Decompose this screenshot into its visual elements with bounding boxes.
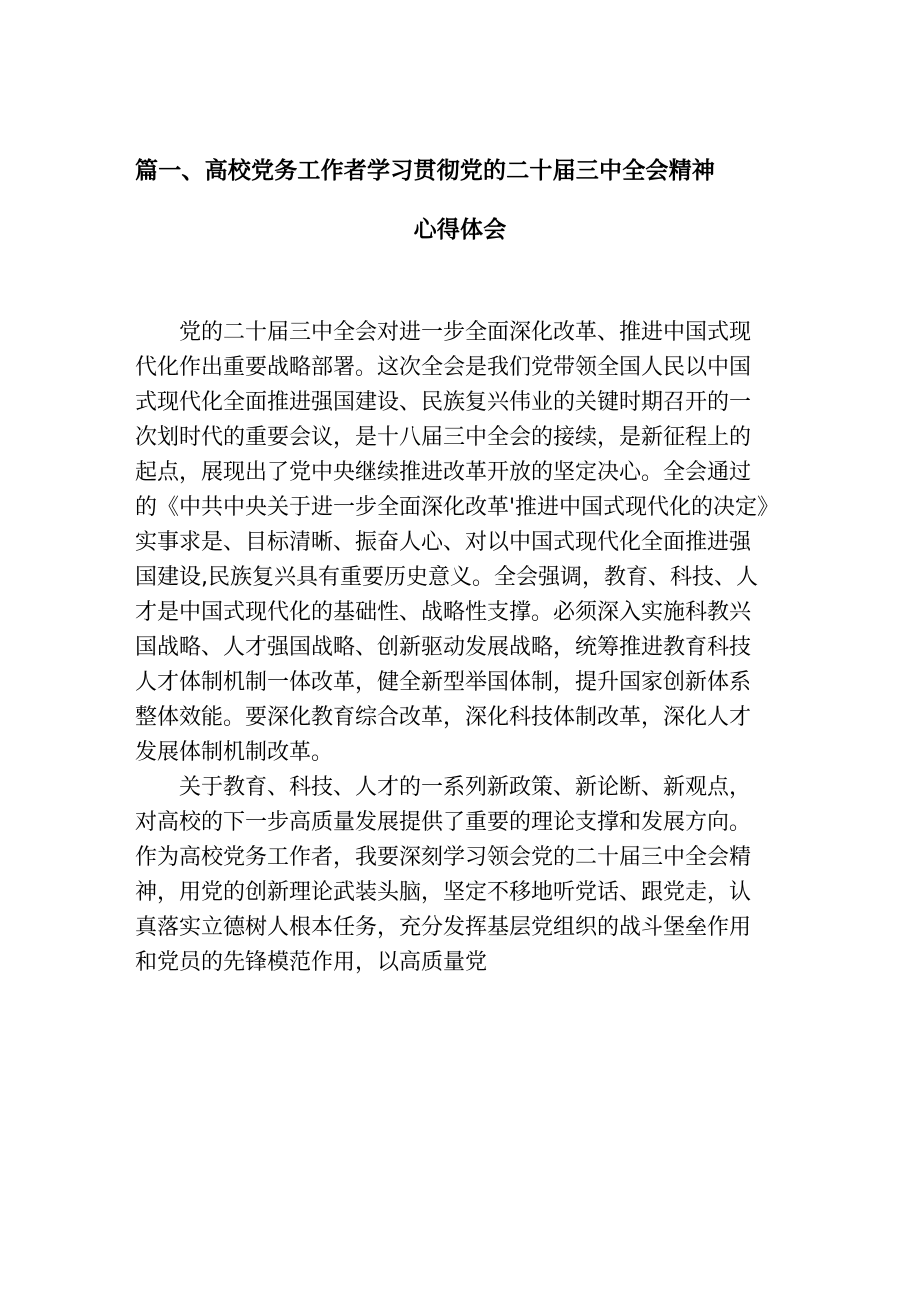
paragraph-2-line: 关于教育、科技、人才的一系列新政策、新论断、新观点，	[179, 775, 752, 800]
paragraph-1-line: 整体效能。要深化教育综合改革，深化科技体制改革，深化人才	[135, 705, 752, 730]
paragraph-1-line: 的《中共中央关于进一步全面深化改革'推进中国式现代化的决定》	[135, 495, 780, 520]
paragraph-2-line: 神，用党的创新理论武装头脑，坚定不移地听党话、跟党走，认	[135, 880, 752, 905]
paragraph-1-line: 发展体制机制改革。	[135, 740, 334, 765]
document-title-line-1: 篇一、高校党务工作者学习贯彻党的二十届三中全会精神	[135, 158, 715, 184]
paragraph-2-line: 和党员的先锋模范作用，以高质量党	[135, 950, 488, 975]
paragraph-1-line: 才是中国式现代化的基础性、战略性支撑。必须深入实施科教兴	[135, 600, 752, 625]
paragraph-1-line: 次划时代的重要会议，是十八届三中全会的接续，是新征程上的	[135, 425, 752, 450]
paragraph-1-line: 起点，展现出了党中央继续推进改革开放的坚定决心。全会通过	[135, 460, 752, 485]
document-body	[135, 315, 785, 980]
document-title-line-2: 心得体会	[413, 217, 507, 243]
paragraph-2-line: 对高校的下一步高质量发展提供了重要的理论支撑和发展方向。	[135, 810, 752, 835]
paragraph-1-line: 国建设,民族复兴具有重要历史意义。全会强调，教育、科技、人	[135, 565, 758, 590]
paragraph-1-line: 实事求是、目标清晰、振奋人心、对以中国式现代化全面推进强	[135, 530, 752, 555]
paragraph-1-line: 式现代化全面推进强国建设、民族复兴伟业的关键时期召开的一	[135, 390, 752, 415]
paragraph-2-line: 作为高校党务工作者，我要深刻学习领会党的二十届三中全会精	[135, 845, 752, 870]
paragraph-1-line: 党的二十届三中全会对进一步全面深化改革、推进中国式现	[179, 320, 752, 345]
paragraph-1-line: 代化作出重要战略部署。这次全会是我们党带领全国人民以中国	[135, 355, 752, 380]
paragraph-1-line: 人才体制机制一体改革，健全新型举国体制，提升国家创新体系	[135, 670, 752, 695]
paragraph-2-line: 真落实立德树人根本任务，充分发挥基层党组织的战斗堡垒作用	[135, 915, 752, 940]
paragraph-1-line: 国战略、人才强国战略、创新驱动发展战略，统筹推进教育科技	[135, 635, 752, 660]
